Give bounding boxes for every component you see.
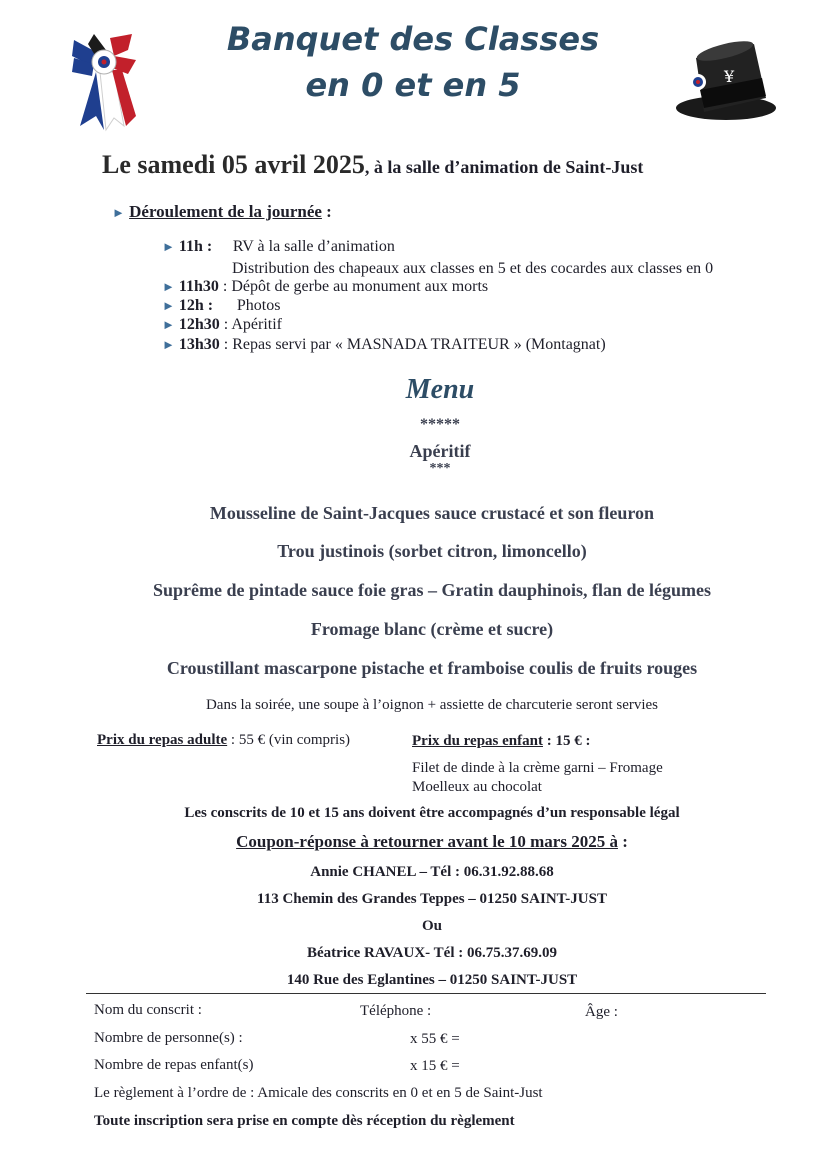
contact2-address: 140 Rue des Eglantines – 01250 SAINT-JUST xyxy=(286,972,578,988)
arrow-icon: ► xyxy=(112,205,125,220)
schedule-text: : Dépôt de gerbe au monument aux morts xyxy=(218,278,489,295)
svg-text:¥: ¥ xyxy=(724,67,735,86)
program-heading-label: Déroulement de la journée xyxy=(129,202,322,221)
persons-label: Nombre de personne(s) : xyxy=(94,1030,243,1046)
schedule-time: 11h30 xyxy=(178,278,219,295)
adult-price-label: Prix du repas adulte xyxy=(97,732,228,748)
arrow-icon: ► xyxy=(162,337,175,352)
program-heading xyxy=(112,202,332,222)
children-label: Nombre de repas enfant(s) xyxy=(94,1057,254,1073)
adult-price xyxy=(97,732,350,749)
contact2-name: Béatrice RAVAUX- Tél : 06.75.37.69.09 xyxy=(307,945,557,961)
event-date: Le samedi 05 avril 2025 xyxy=(102,150,365,179)
child-menu-line: Filet de dinde à la crème garni – Fromage xyxy=(412,760,663,776)
schedule-text: : Repas servi par « MASNADA TRAITEUR » (Montagnat) xyxy=(219,336,606,353)
schedule-time: 12h : xyxy=(178,297,214,314)
schedule-item: Distribution des chapeaux aux classes en 5 et des cocardes aux classes en 0 xyxy=(232,260,714,277)
soiree-note: Dans la soirée, une soupe à l’oignon + assiette de charcuterie seront servies xyxy=(205,697,659,713)
persons-price: x 55 € = xyxy=(410,1031,460,1047)
menu-heading: Menu xyxy=(405,374,475,405)
arrow-icon: ► xyxy=(162,298,175,313)
coupon-heading-label: Coupon-réponse à retourner avant le 10 mars 2025 à xyxy=(236,832,618,851)
menu-item: Croustillant mascarpone pistache et framboise coulis de fruits rouges xyxy=(166,658,698,678)
schedule-time: 12h30 xyxy=(178,316,220,333)
schedule-time: 13h30 xyxy=(178,336,220,353)
schedule-time: 11h : xyxy=(178,238,213,255)
schedule-text: Photos xyxy=(236,297,281,314)
coupon-heading-colon: : xyxy=(617,832,628,851)
child-menu-line: Moelleux au chocolat xyxy=(412,779,542,795)
menu-item: Fromage blanc (crème et sucre) xyxy=(310,619,554,639)
or-label: Ou xyxy=(421,918,442,934)
schedule-item xyxy=(162,278,488,296)
child-price xyxy=(412,733,590,750)
contact1-address: 113 Chemin des Grandes Teppes – 01250 SAINT-JUST xyxy=(257,891,607,907)
schedule-item xyxy=(162,238,395,256)
schedule-item xyxy=(162,297,280,315)
schedule-item xyxy=(162,336,606,354)
title-line1: Banquet des Classes xyxy=(226,20,600,58)
name-label: Nom du conscrit : xyxy=(94,1002,202,1018)
menu-stars: *** xyxy=(429,461,451,476)
menu-item: Suprême de pintade sauce foie gras – Gratin dauphinois, flan de légumes xyxy=(152,580,712,600)
adult-price-value: : 55 € (vin compris) xyxy=(227,732,351,748)
event-place: , à la salle d’animation de Saint-Just xyxy=(364,157,644,177)
final-note: Toute inscription sera prise en compte dès réception du règlement xyxy=(94,1113,515,1129)
event-line xyxy=(102,150,643,180)
schedule-text: : Apéritif xyxy=(219,316,282,333)
payment-note: Le règlement à l’ordre de : Amicale des conscrits en 0 et en 5 de Saint-Just xyxy=(94,1085,543,1101)
menu-stars: ***** xyxy=(420,416,460,433)
child-price-label: Prix du repas enfant xyxy=(412,733,543,749)
child-price-value: : 15 € : xyxy=(542,733,591,749)
cut-line xyxy=(86,993,766,994)
program-heading-colon: : xyxy=(321,202,332,221)
menu-item: Mousseline de Saint-Jacques sauce crustacé et son fleuron xyxy=(209,503,655,523)
arrow-icon: ► xyxy=(162,279,175,294)
schedule-text: RV à la salle d’animation xyxy=(232,238,395,255)
phone-label: Téléphone : xyxy=(360,1003,432,1019)
notice: Les conscrits de 10 et 15 ans doivent être accompagnés d’un responsable légal xyxy=(184,805,680,821)
contact1-name: Annie CHANEL – Tél : 06.31.92.88.68 xyxy=(310,864,554,880)
title-line2: en 0 et en 5 xyxy=(305,66,521,104)
menu-aperitif: Apéritif xyxy=(409,441,471,461)
arrow-icon: ► xyxy=(162,317,175,332)
menu-item: Trou justinois (sorbet citron, limoncello) xyxy=(277,541,587,561)
arrow-icon: ► xyxy=(162,239,175,254)
coupon-heading xyxy=(0,832,826,852)
schedule-item xyxy=(162,316,282,334)
children-price: x 15 € = xyxy=(410,1058,460,1074)
age-label: Âge : xyxy=(585,1004,618,1020)
